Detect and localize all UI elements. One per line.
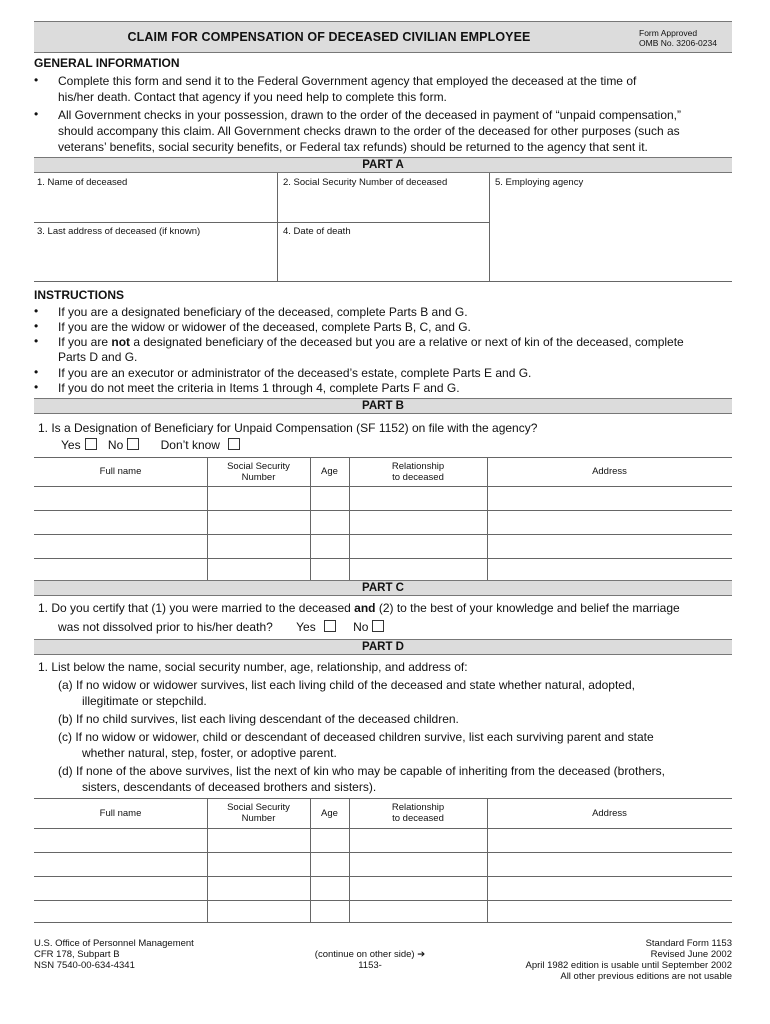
instruction-4: If you are an executor or administrator of the deceased’s estate, complete Parts E and G. [58, 366, 532, 380]
bullet-icon: • [34, 319, 39, 333]
table-entry-cell[interactable] [311, 559, 348, 579]
no-label: No [353, 620, 369, 634]
table-column-header: Full name [99, 807, 142, 819]
bullet-icon: • [34, 334, 39, 348]
omb-block [639, 28, 729, 48]
part-d-item-a-line-1: (a) If no widow or widower survives, list each living child of the deceased and state whether natural, adopted, [58, 678, 635, 692]
table-column-header: Address [592, 466, 627, 477]
form-approved-text: Form Approved [639, 28, 698, 38]
bullet-icon: • [34, 107, 39, 121]
part-c-question-emphasis: and [354, 601, 376, 615]
part-d-band: PART D [34, 639, 732, 655]
edition-note: April 1982 edition is usable until September 2002 [525, 960, 732, 971]
general-bullet-2-line-1: All Government checks in your possession, drawn to the order of the deceased in payment of “unpaid compensation,” [58, 108, 682, 122]
omb-number: OMB No. 3206-0234 [639, 38, 717, 48]
table-entry-cell[interactable] [208, 487, 309, 509]
table-entry-cell[interactable] [35, 511, 206, 533]
continue-note [270, 949, 470, 960]
table-entry-cell[interactable] [488, 829, 731, 851]
part-a-divider [489, 173, 490, 281]
instruction-3-emphasis: not [111, 335, 131, 349]
table-entry-cell[interactable] [311, 511, 348, 533]
table-entry-cell[interactable] [488, 853, 731, 875]
footer-left [34, 938, 194, 971]
bullet-icon: • [34, 73, 39, 87]
general-info-heading: GENERAL INFORMATION [34, 56, 180, 70]
table-entry-cell[interactable] [311, 829, 348, 851]
table-bottom-rule [34, 922, 732, 923]
bullet-icon: • [34, 304, 39, 318]
table-entry-cell[interactable] [35, 535, 206, 557]
table-entry-cell[interactable] [35, 559, 206, 579]
table-entry-cell[interactable] [208, 853, 309, 875]
part-d-item-c-line-1: (c) If no widow or widower, child or descendant of deceased children survive, list each surviving parent and state [58, 730, 654, 744]
table-entry-cell[interactable] [311, 901, 348, 921]
part-a-bottom-rule [34, 281, 732, 282]
dont-know-label: Don’t know [160, 438, 220, 452]
yes-label: Yes [61, 438, 81, 452]
table-entry-cell[interactable] [311, 487, 348, 509]
previous-editions-note: All other previous editions are not usable [560, 971, 732, 982]
table-top-rule [34, 798, 732, 799]
table-column-header: Social Security Number [227, 802, 290, 824]
part-c-question-post: (2) to the best of your knowledge and belief the marriage [375, 601, 680, 615]
part-d-item-c-line-2: whether natural, step, foster, or adoptive parent. [82, 746, 337, 760]
table-entry-cell[interactable] [350, 559, 486, 579]
part-c-band: PART C [34, 580, 732, 596]
instruction-5: If you do not meet the criteria in Items 1 through 4, complete Parts F and G. [58, 381, 460, 395]
table-entry-cell[interactable] [350, 487, 486, 509]
table-column-header: Social Security Number [227, 460, 290, 483]
last-address-field[interactable]: 3. Last address of deceased (if known) [37, 226, 201, 237]
table-entry-cell[interactable] [35, 853, 206, 875]
ssn-of-deceased-field[interactable]: 2. Social Security Number of deceased [283, 177, 448, 188]
table-entry-cell[interactable] [311, 853, 348, 875]
no-checkbox[interactable] [372, 620, 384, 632]
part-d-item-a-line-2: illegitimate or stepchild. [82, 694, 207, 708]
continue-text: (continue on other side) [314, 949, 415, 960]
employing-agency-field[interactable]: 5. Employing agency [495, 177, 584, 188]
instruction-2: If you are the widow or widower of the deceased, complete Parts B, C, and G. [58, 320, 471, 334]
table-entry-cell[interactable] [208, 511, 309, 533]
yes-checkbox[interactable] [85, 438, 97, 450]
footer-right [526, 938, 733, 982]
instruction-3-pre: If you are [58, 335, 112, 349]
table-entry-cell[interactable] [488, 487, 731, 509]
bullet-icon: • [34, 365, 39, 379]
name-of-deceased-field[interactable]: 1. Name of deceased [37, 177, 128, 188]
table-entry-cell[interactable] [208, 559, 309, 579]
part-b-band: PART B [34, 398, 732, 414]
form-title: CLAIM FOR COMPENSATION OF DECEASED CIVILIAN EMPLOYEE [127, 30, 531, 44]
dont-know-checkbox[interactable] [228, 438, 240, 450]
table-entry-cell[interactable] [350, 511, 486, 533]
general-bullet-2-line-2: should accompany this claim. All Government checks drawn to the order of the deceased for other purposes (such as [58, 124, 680, 138]
table-entry-cell[interactable] [488, 559, 731, 579]
part-b-options [61, 437, 240, 453]
table-entry-cell[interactable] [208, 901, 309, 921]
table-entry-cell[interactable] [208, 877, 309, 899]
no-checkbox[interactable] [127, 438, 139, 450]
table-entry-cell[interactable] [35, 829, 206, 851]
general-bullet-1-line-1: Complete this form and send it to the Federal Government agency that employed the deceased at the time of [58, 74, 637, 88]
table-column-header: Age [321, 807, 338, 819]
part-c-question-pre: 1. Do you certify that (1) you were married to the deceased [38, 601, 355, 615]
table-top-rule [34, 457, 732, 458]
table-entry-cell[interactable] [350, 829, 486, 851]
no-label: No [107, 438, 124, 452]
footer-center [270, 949, 470, 971]
date-of-death-field[interactable]: 4. Date of death [283, 226, 351, 237]
form-header [34, 21, 732, 53]
instruction-3-post: a designated beneficiary of the deceased but you are a relative or next of kin of the deceased, complete [130, 335, 684, 349]
bullet-icon: • [34, 380, 39, 394]
table-entry-cell[interactable] [208, 829, 309, 851]
standard-form-number: Standard Form 1153 [645, 938, 732, 949]
table-entry-cell[interactable] [488, 535, 731, 557]
table-column-header: Relationship to deceased [391, 460, 445, 483]
part-d-item-b: (b) If no child survives, list each living descendant of the deceased children. [58, 712, 459, 726]
table-column-header: Full name [99, 466, 142, 477]
table-entry-cell[interactable] [311, 877, 348, 899]
instructions-heading: INSTRUCTIONS [34, 288, 124, 302]
general-bullet-2-line-3: veterans’ benefits, social security benefits, or Federal tax refunds) should be returned to the agency that sent it. [58, 140, 648, 154]
instruction-3-line-2: Parts D and G. [58, 350, 138, 364]
general-bullet-1-line-2: his/her death. Contact that agency if you need help to complete this form. [58, 90, 447, 104]
part-d-item-d-line-1: (d) If none of the above survives, list the next of kin who may be capable of inheriting from the deceased (brothers, [58, 764, 665, 778]
table-entry-cell[interactable] [488, 511, 731, 533]
table-entry-cell[interactable] [350, 535, 486, 557]
instruction-1: If you are a designated beneficiary of the deceased, complete Parts B and G. [58, 305, 468, 319]
yes-checkbox[interactable] [324, 620, 336, 632]
part-a-row-divider [34, 222, 489, 223]
table-entry-cell[interactable] [488, 901, 731, 921]
yes-label: Yes [296, 620, 316, 634]
table-entry-cell[interactable] [350, 853, 486, 875]
part-a-divider [277, 173, 278, 281]
part-b-question-1: 1. Is a Designation of Beneficiary for Unpaid Compensation (SF 1152) on file with the agency? [38, 421, 538, 435]
footer-cfr: CFR 178, Subpart B [34, 949, 120, 960]
table-entry-cell[interactable] [350, 877, 486, 899]
footer-nsn: NSN 7540-00-634-4341 [34, 960, 135, 971]
table-column-header: Age [321, 466, 338, 477]
part-d-question-1: 1. List below the name, social security number, age, relationship, and address of: [38, 660, 468, 674]
table-column-header: Address [592, 807, 627, 819]
form-number-short: 1153- [358, 960, 382, 971]
part-c-question-text: was not dissolved prior to his/her death? [58, 620, 273, 634]
part-d-item-d-line-2: sisters, descendants of deceased brothers and sisters). [82, 780, 377, 794]
table-entry-cell[interactable] [35, 487, 206, 509]
table-entry-cell[interactable] [488, 877, 731, 899]
part-c-question-1 [38, 600, 680, 616]
footer-agency: U.S. Office of Personnel Management [34, 938, 194, 949]
part-a-band: PART A [34, 157, 732, 173]
revision-date: Revised June 2002 [650, 949, 732, 960]
instruction-3 [58, 334, 684, 350]
arrow-right-icon: ➔ [417, 949, 426, 960]
table-entry-cell[interactable] [208, 535, 309, 557]
part-c-question-line-2 [58, 619, 384, 635]
table-entry-cell[interactable] [350, 901, 486, 921]
table-entry-cell[interactable] [311, 535, 348, 557]
table-entry-cell[interactable] [35, 877, 206, 899]
table-column-header: Relationship to deceased [391, 802, 445, 824]
table-entry-cell[interactable] [35, 901, 206, 921]
